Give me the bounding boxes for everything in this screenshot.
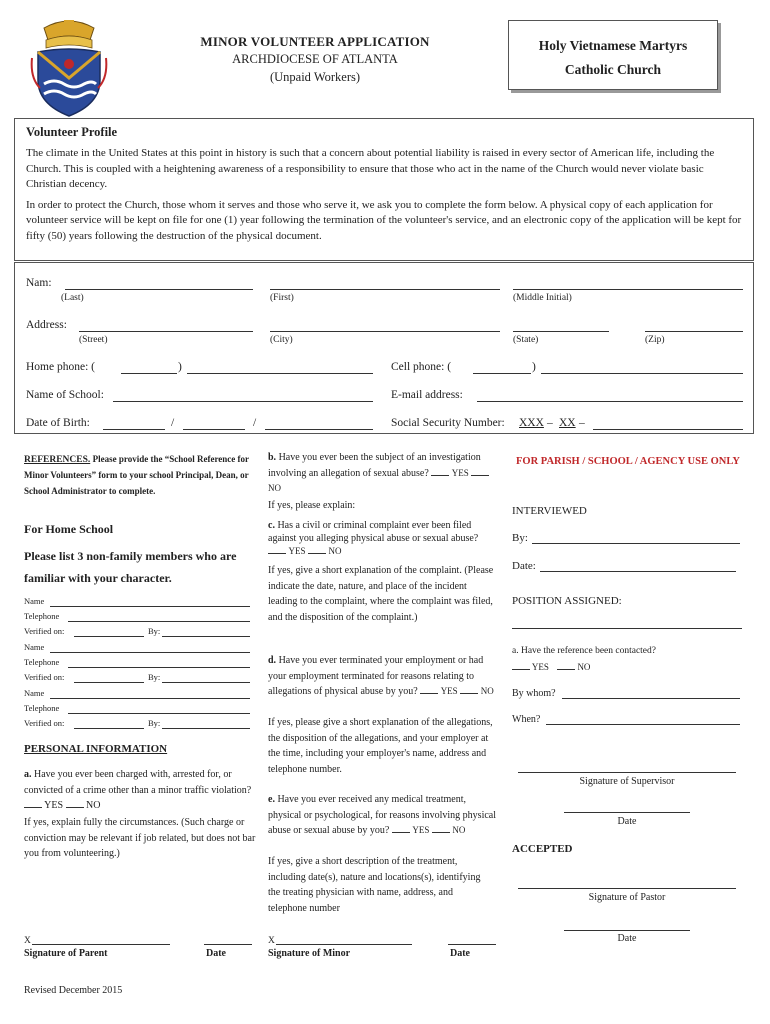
ref2-by-label: By:: [148, 672, 161, 682]
last-name-field[interactable]: [65, 289, 253, 290]
ssn-masked-1: XXX: [519, 417, 544, 429]
ref1-by-label: By:: [148, 626, 161, 636]
accepted-heading: ACCEPTED: [512, 843, 573, 855]
question-d: [268, 653, 498, 700]
office-question-a-yes-field[interactable]: [512, 669, 530, 670]
supervisor-date-label: Date: [617, 816, 637, 827]
ref2-name-field[interactable]: [50, 652, 250, 653]
ref1-name-field[interactable]: [50, 606, 250, 607]
cell-phone-field[interactable]: [541, 373, 743, 374]
ref3-name-label: Name: [24, 688, 45, 698]
cell-phone-area-field[interactable]: [473, 373, 531, 374]
church-name-line2: Catholic Church: [564, 62, 662, 77]
ref1-verified-label: Verified on:: [24, 626, 65, 636]
last-caption: (Last): [61, 293, 84, 303]
question-b-letter: b.: [268, 452, 277, 463]
profile-paragraph-1: The climate in the United States at this point in history is such that a concern about potential liability is raised in every sector of American life, including the Church. This is coupled with a heightening awareness of a responsibility to ensure that those who act in the name of the Church would never violate basic Christian decency.: [26, 147, 715, 190]
question-c-text: Has a civil or criminal complaint ever been filed against you alleging physical abuse or sexual abuse?: [268, 520, 479, 544]
question-c-letter: c.: [268, 520, 275, 531]
first-name-field[interactable]: [270, 289, 500, 290]
question-d-yes: YES: [440, 686, 458, 696]
supervisor-signature-field[interactable]: [518, 772, 736, 773]
position-assigned-label: POSITION ASSIGNED:: [512, 595, 622, 607]
profile-paragraph-2: In order to protect the Church, those whom it serves and those who serve it, we ask you to complete the form below. A physical copy of each application for volunteer service will be kept on file for one (1) year following the termination of the volunteer's service, and an electronic copy of the application will be kept for fifty (50) years following the destruction of the physical document.: [26, 198, 742, 242]
question-d-yes-field[interactable]: [420, 693, 438, 694]
ssn-dash-1: –: [547, 417, 553, 429]
question-d-explain: If yes, please give a short explanation of the allegations, the disposition of the allegations, and your employer at the time, including your employer's name, address and telephone number.: [268, 717, 493, 775]
office-question-a-no-field[interactable]: [557, 669, 575, 670]
signature-pastor-label: Signature of Pastor: [588, 892, 666, 903]
ref1-verified-field[interactable]: [74, 636, 144, 637]
middle-initial-field[interactable]: [513, 289, 743, 290]
zip-caption: (Zip): [645, 335, 665, 345]
applicant-info-section: [14, 262, 754, 434]
question-e-yes: YES: [412, 825, 430, 835]
ref2-by-field[interactable]: [162, 682, 250, 683]
question-e: [268, 792, 496, 839]
interviewed-date-field[interactable]: [540, 571, 736, 572]
parent-x-mark: X: [24, 936, 31, 946]
question-b: [268, 450, 494, 497]
parent-date-field[interactable]: [204, 944, 252, 945]
email-field[interactable]: [477, 401, 743, 402]
question-a-letter: a.: [24, 769, 32, 780]
dob-month-field[interactable]: [103, 429, 165, 430]
references-text: Please provide the “School Reference for Minor Volunteers” form to your school Principal, Dean, or School Administrator to complete.: [24, 454, 249, 496]
ref3-verified-field[interactable]: [74, 728, 144, 729]
question-b-explain: If yes, please explain:: [268, 500, 356, 511]
question-e-explain: If yes, give a short description of the treatment, including date(s), nature and locations(s), identifying the treating physician with name, address, and telephone number: [268, 856, 481, 914]
interviewed-by-field[interactable]: [532, 543, 740, 544]
ref2-telephone-label: Telephone: [24, 657, 60, 667]
question-d-text: Have you ever terminated your employment or had your employment terminated for reasons relating to allegations of physical abuse by you?: [268, 655, 484, 697]
list-three-instruction: Please list 3 non-family members who are familiar with your character.: [24, 549, 237, 585]
question-c-no: NO: [328, 546, 342, 556]
interviewed-by-label: By:: [512, 532, 528, 544]
question-c-yes: YES: [288, 546, 306, 556]
revised-date: Revised December 2015: [24, 985, 123, 996]
school-label: Name of School:: [26, 389, 104, 401]
pastor-signature-field[interactable]: [518, 888, 736, 889]
by-whom-field[interactable]: [562, 698, 740, 699]
supervisor-date-field[interactable]: [564, 812, 690, 813]
office-question-a-answers: [512, 660, 590, 676]
cell-phone-paren: ): [532, 361, 536, 373]
dob-day-field[interactable]: [183, 429, 245, 430]
ref3-telephone-field[interactable]: [68, 713, 250, 714]
minor-x-mark: X: [268, 936, 275, 946]
ssn-label: Social Security Number:: [391, 417, 505, 429]
question-a-explain: If yes, explain fully the circumstances. (Such charge or conviction may be relevant if job related, but does not bar you from volunteering.): [24, 817, 256, 859]
school-field[interactable]: [113, 401, 373, 402]
office-question-a-letter: a.: [512, 646, 519, 656]
signature-supervisor-label: Signature of Supervisor: [579, 776, 675, 787]
question-e-no-field[interactable]: [432, 832, 450, 833]
ref2-verified-field[interactable]: [74, 682, 144, 683]
ref3-verified-label: Verified on:: [24, 718, 65, 728]
state-caption: (State): [513, 335, 539, 345]
home-phone-label: Home phone: (: [26, 361, 95, 373]
ssn-masked-2: XX: [559, 417, 576, 429]
question-a-no: NO: [86, 800, 101, 811]
ref1-telephone-field[interactable]: [68, 621, 250, 622]
question-c-explain: If yes, give a short explanation of the complaint. (Please indicate the date, nature, and place of the incident leading to the complaint, where the complaint was filed, and the disposition of the complaint.): [268, 565, 494, 623]
state-field[interactable]: [513, 331, 609, 332]
ref3-telephone-label: Telephone: [24, 703, 60, 713]
home-phone-field[interactable]: [187, 373, 373, 374]
question-d-no: NO: [480, 686, 494, 696]
question-a-no-field[interactable]: [66, 807, 84, 808]
question-d-no-field[interactable]: [460, 693, 478, 694]
personal-info-heading: PERSONAL INFORMATION: [24, 743, 168, 755]
office-question-a: [512, 644, 742, 660]
first-caption: (First): [270, 293, 294, 303]
signature-minor-label: Signature of Minor: [268, 948, 351, 959]
dob-label: Date of Birth:: [26, 417, 90, 429]
ref3-name-field[interactable]: [50, 698, 250, 699]
office-question-a-yes: YES: [531, 662, 549, 672]
ref2-verified-label: Verified on:: [24, 672, 65, 682]
ref1-by-field[interactable]: [162, 636, 250, 637]
ref3-by-label: By:: [148, 718, 161, 728]
ref1-telephone-label: Telephone: [24, 611, 60, 621]
minor-date-field[interactable]: [448, 944, 496, 945]
question-b-no: NO: [268, 483, 281, 493]
home-phone-area-field[interactable]: [121, 373, 177, 374]
dob-year-field[interactable]: [265, 429, 373, 430]
question-e-yes-field[interactable]: [392, 832, 410, 833]
question-a-text: Have you ever been charged with, arrested for, or convicted of a crime other than a minor traffic violation?: [24, 769, 252, 796]
office-use-title: FOR PARISH / SCHOOL / AGENCY USE ONLY: [516, 456, 740, 467]
form-subtitle-unpaid: (Unpaid Workers): [269, 70, 361, 84]
office-question-a-no: NO: [577, 662, 591, 672]
pastor-date-label: Date: [617, 933, 637, 944]
references-title: REFERENCES.: [24, 455, 91, 465]
dob-slash-2: /: [253, 417, 257, 429]
office-question-a-text: Have the reference been contacted?: [520, 646, 656, 656]
interviewed-date-label: Date:: [512, 560, 536, 572]
question-e-text: Have you ever received any medical treatment, physical or psychological, for reasons involving physical abuse or sexual abuse by you?: [268, 794, 497, 836]
church-name-line1: Holy Vietnamese Martyrs: [538, 38, 688, 53]
interviewed-label: INTERVIEWED: [512, 505, 587, 517]
question-b-text: Have you ever been the subject of an investigation involving an allegation of sexual abuse?: [268, 452, 481, 479]
question-a: [24, 767, 256, 814]
references-instructions: [24, 452, 254, 500]
question-c-yes-field[interactable]: [268, 553, 286, 554]
middle-caption: (Middle Initial): [513, 293, 572, 303]
city-field[interactable]: [270, 331, 500, 332]
by-whom-label: By whom?: [512, 688, 556, 699]
form-title: MINOR VOLUNTEER APPLICATION: [200, 34, 430, 49]
parent-date-label: Date: [206, 948, 226, 959]
city-caption: (City): [270, 335, 293, 345]
email-label: E-mail address:: [391, 389, 463, 401]
question-e-no: NO: [452, 825, 466, 835]
signature-parent-label: Signature of Parent: [24, 948, 108, 959]
ssn-dash-2: –: [579, 417, 585, 429]
cell-phone-label: Cell phone: (: [391, 361, 452, 373]
question-c: [268, 519, 496, 558]
ref2-telephone-field[interactable]: [68, 667, 250, 668]
street-field[interactable]: [79, 331, 253, 332]
form-subtitle: ARCHDIOCESE OF ATLANTA: [232, 52, 398, 66]
home-school-heading: For Home School: [24, 522, 114, 536]
question-d-letter: d.: [268, 655, 277, 666]
question-a-yes: YES: [44, 800, 64, 811]
question-b-yes-field[interactable]: [431, 475, 449, 476]
question-b-no-field[interactable]: [471, 475, 489, 476]
minor-signature-field[interactable]: [276, 944, 412, 945]
ref3-by-field[interactable]: [162, 728, 250, 729]
church-name-box: [508, 20, 718, 90]
position-assigned-field[interactable]: [512, 628, 742, 629]
archdiocese-crest-icon: [30, 18, 108, 118]
when-field[interactable]: [546, 724, 740, 725]
profile-heading: Volunteer Profile: [26, 125, 118, 139]
ref1-name-label: Name: [24, 596, 45, 606]
question-e-letter: e.: [268, 794, 275, 805]
question-b-yes: YES: [451, 467, 469, 478]
home-phone-paren: ): [178, 361, 182, 373]
question-c-no-field[interactable]: [308, 553, 326, 554]
zip-field[interactable]: [645, 331, 743, 332]
when-label: When?: [512, 714, 541, 725]
ssn-last4-field[interactable]: [593, 429, 743, 430]
name-label: Nam:: [26, 277, 52, 289]
address-label: Address:: [26, 319, 67, 331]
question-a-yes-field[interactable]: [24, 807, 42, 808]
minor-date-label: Date: [450, 948, 470, 959]
parent-signature-field[interactable]: [32, 944, 170, 945]
dob-slash-1: /: [171, 417, 175, 429]
street-caption: (Street): [79, 335, 108, 345]
ref2-name-label: Name: [24, 642, 45, 652]
volunteer-profile-section: [14, 118, 754, 261]
